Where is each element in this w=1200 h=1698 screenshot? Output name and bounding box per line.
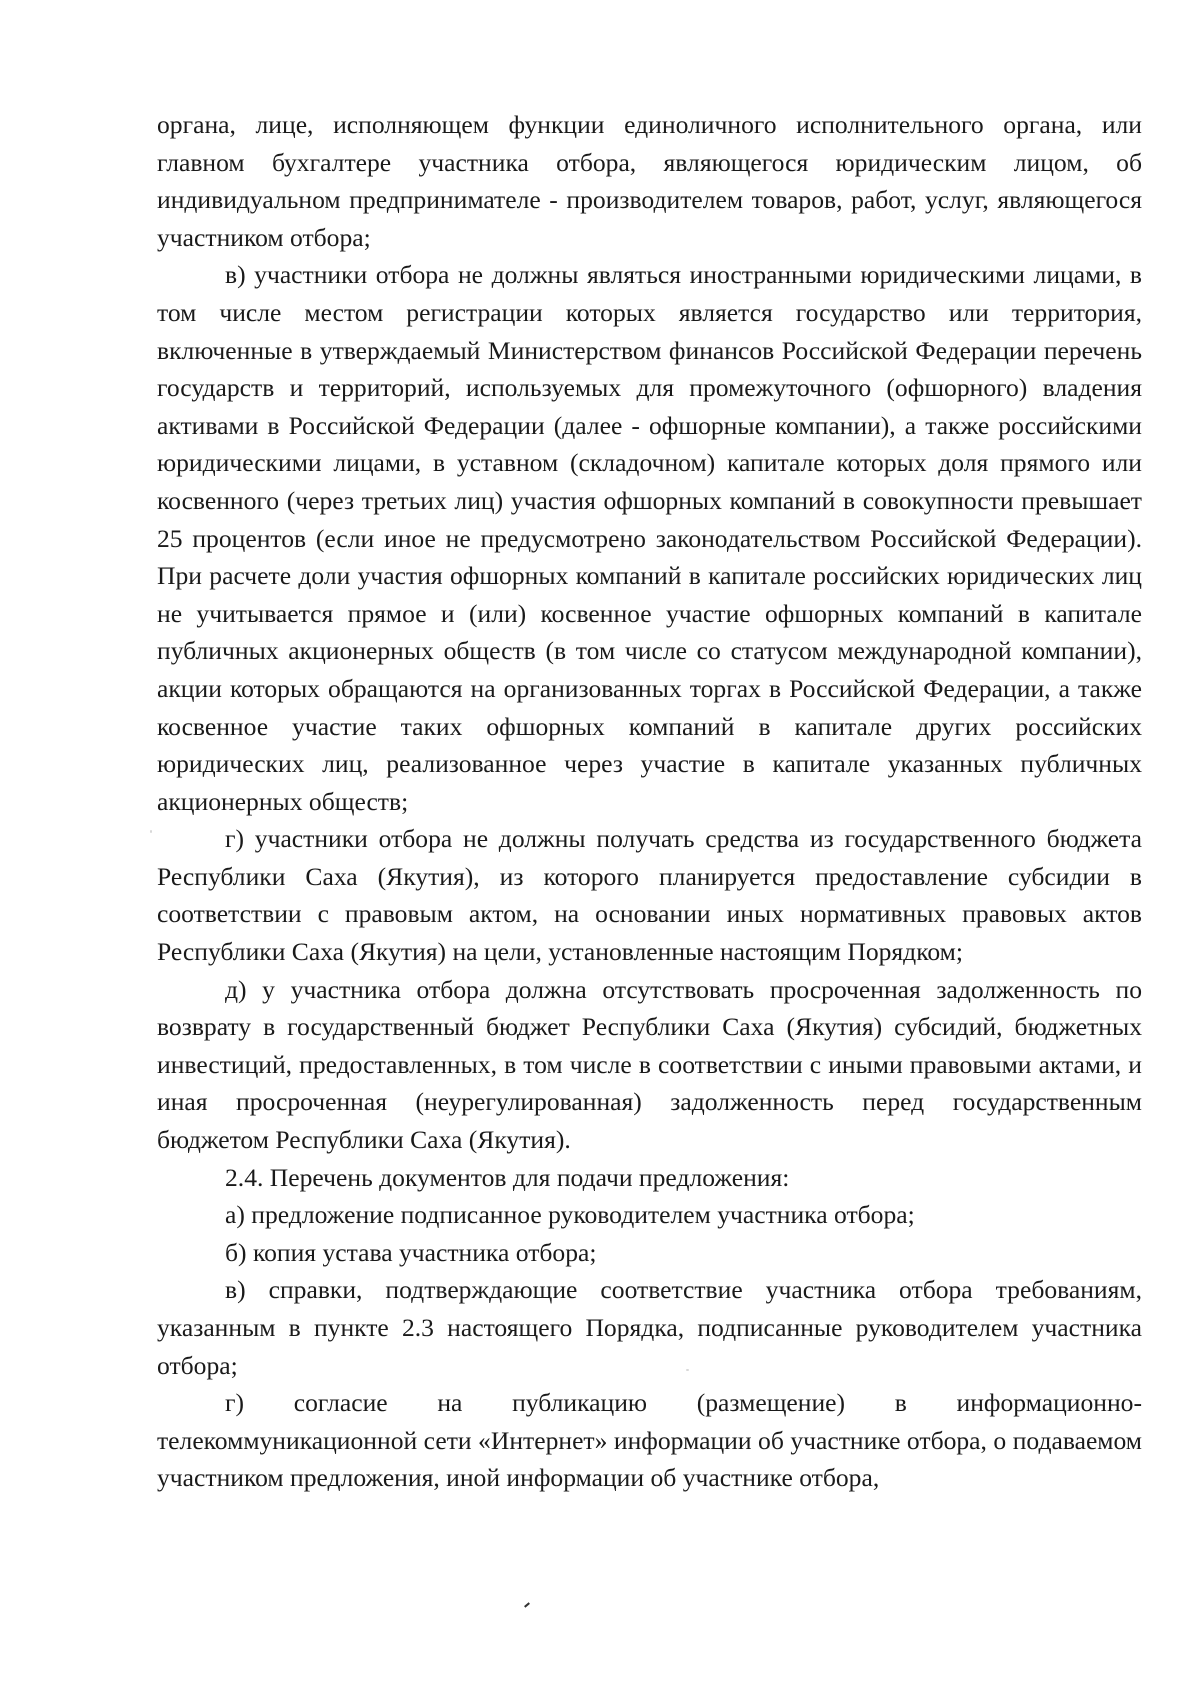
paragraph-item-g-budget-funds: г) участники отбора не должны получать средства из государственного бюджета Республики Саха (Якутия), из которого планируется предоставление субсидии в соответствии с правовым актом, на основании иных нормативных правовых актов Республики Саха (Якутия) на цели, установленные настоящим Порядком; — [157, 824, 1142, 967]
scan-dust-speck — [150, 830, 152, 833]
scan-artifact-mark — [524, 1602, 530, 1607]
list-item-v: в) справки, подтверждающие соответствие участника отбора требованиям, указанным в пункте 2.3 настоящего Порядка, подписанные руководителем участника отбора; — [157, 1275, 1142, 1380]
paragraph-item-v-offshore: в) участники отбора не должны являться иностранными юридическими лицами, в том числе местом регистрации которых является государство или территория, включенные в утверждаемый Министерством финансов Российской Федерации перечень государств и территорий, используемых для промежуточного (офшорного) владения активами в Российской Федерации (далее - офшорные компании), а также российскими юридическими лицами, в уставном (складочном) капитале которых доля прямого или косвенного (через третьих лиц) участия офшорных компаний в совокупности превышает 25 процентов (если иное не предусмотрено законодательством Российской Федерации). При расчете доли участия офшорных компаний в капитале российских юридических лиц не учитывается прямое и (или) косвенное участие офшорных компаний в капитале публичных акционерных обществ (в том числе со статусом международной компании), акции которых обращаются на организованных торгах в Российской Федерации, а также косвенное участие таких офшорных компаний в капитале других российских юридических лиц, реализованное через участие в капитале указанных публичных акционерных обществ; — [157, 260, 1142, 816]
list-item-g: г) согласие на публикацию (размещение) в информационно-телекоммуникационной сети «Интернет» информации об участнике отбора, о подаваемом участником предложения, иной информации об участнике отбора, — [157, 1388, 1142, 1493]
section-heading-2-4: 2.4. Перечень документов для подачи предложения: — [225, 1162, 790, 1192]
paragraph-continuation: органа, лице, исполняющем функции единоличного исполнительного органа, или главном бухгалтере участника отбора, являющегося юридическим лицом, об индивидуальном предпринимателе - производителем товаров, работ, услуг, являющегося участником отбора; — [157, 110, 1142, 252]
paragraph-item-d-debt: д) у участника отбора должна отсутствовать просроченная задолженность по возврату в государственный бюджет Республики Саха (Якутия) субсидий, бюджетных инвестиций, предоставленных, в том числе в соответствии с иными правовыми актами, и иная просроченная (неурегулированная) задолженность перед государственным бюджетом Республики Саха (Якутия). — [157, 974, 1142, 1155]
scan-dust-speck — [686, 1369, 689, 1371]
list-item-a: а) предложение подписанное руководителем участника отбора; — [225, 1200, 915, 1230]
list-item-b: б) копия устава участника отбора; — [225, 1237, 597, 1267]
document-body — [157, 106, 1142, 1497]
